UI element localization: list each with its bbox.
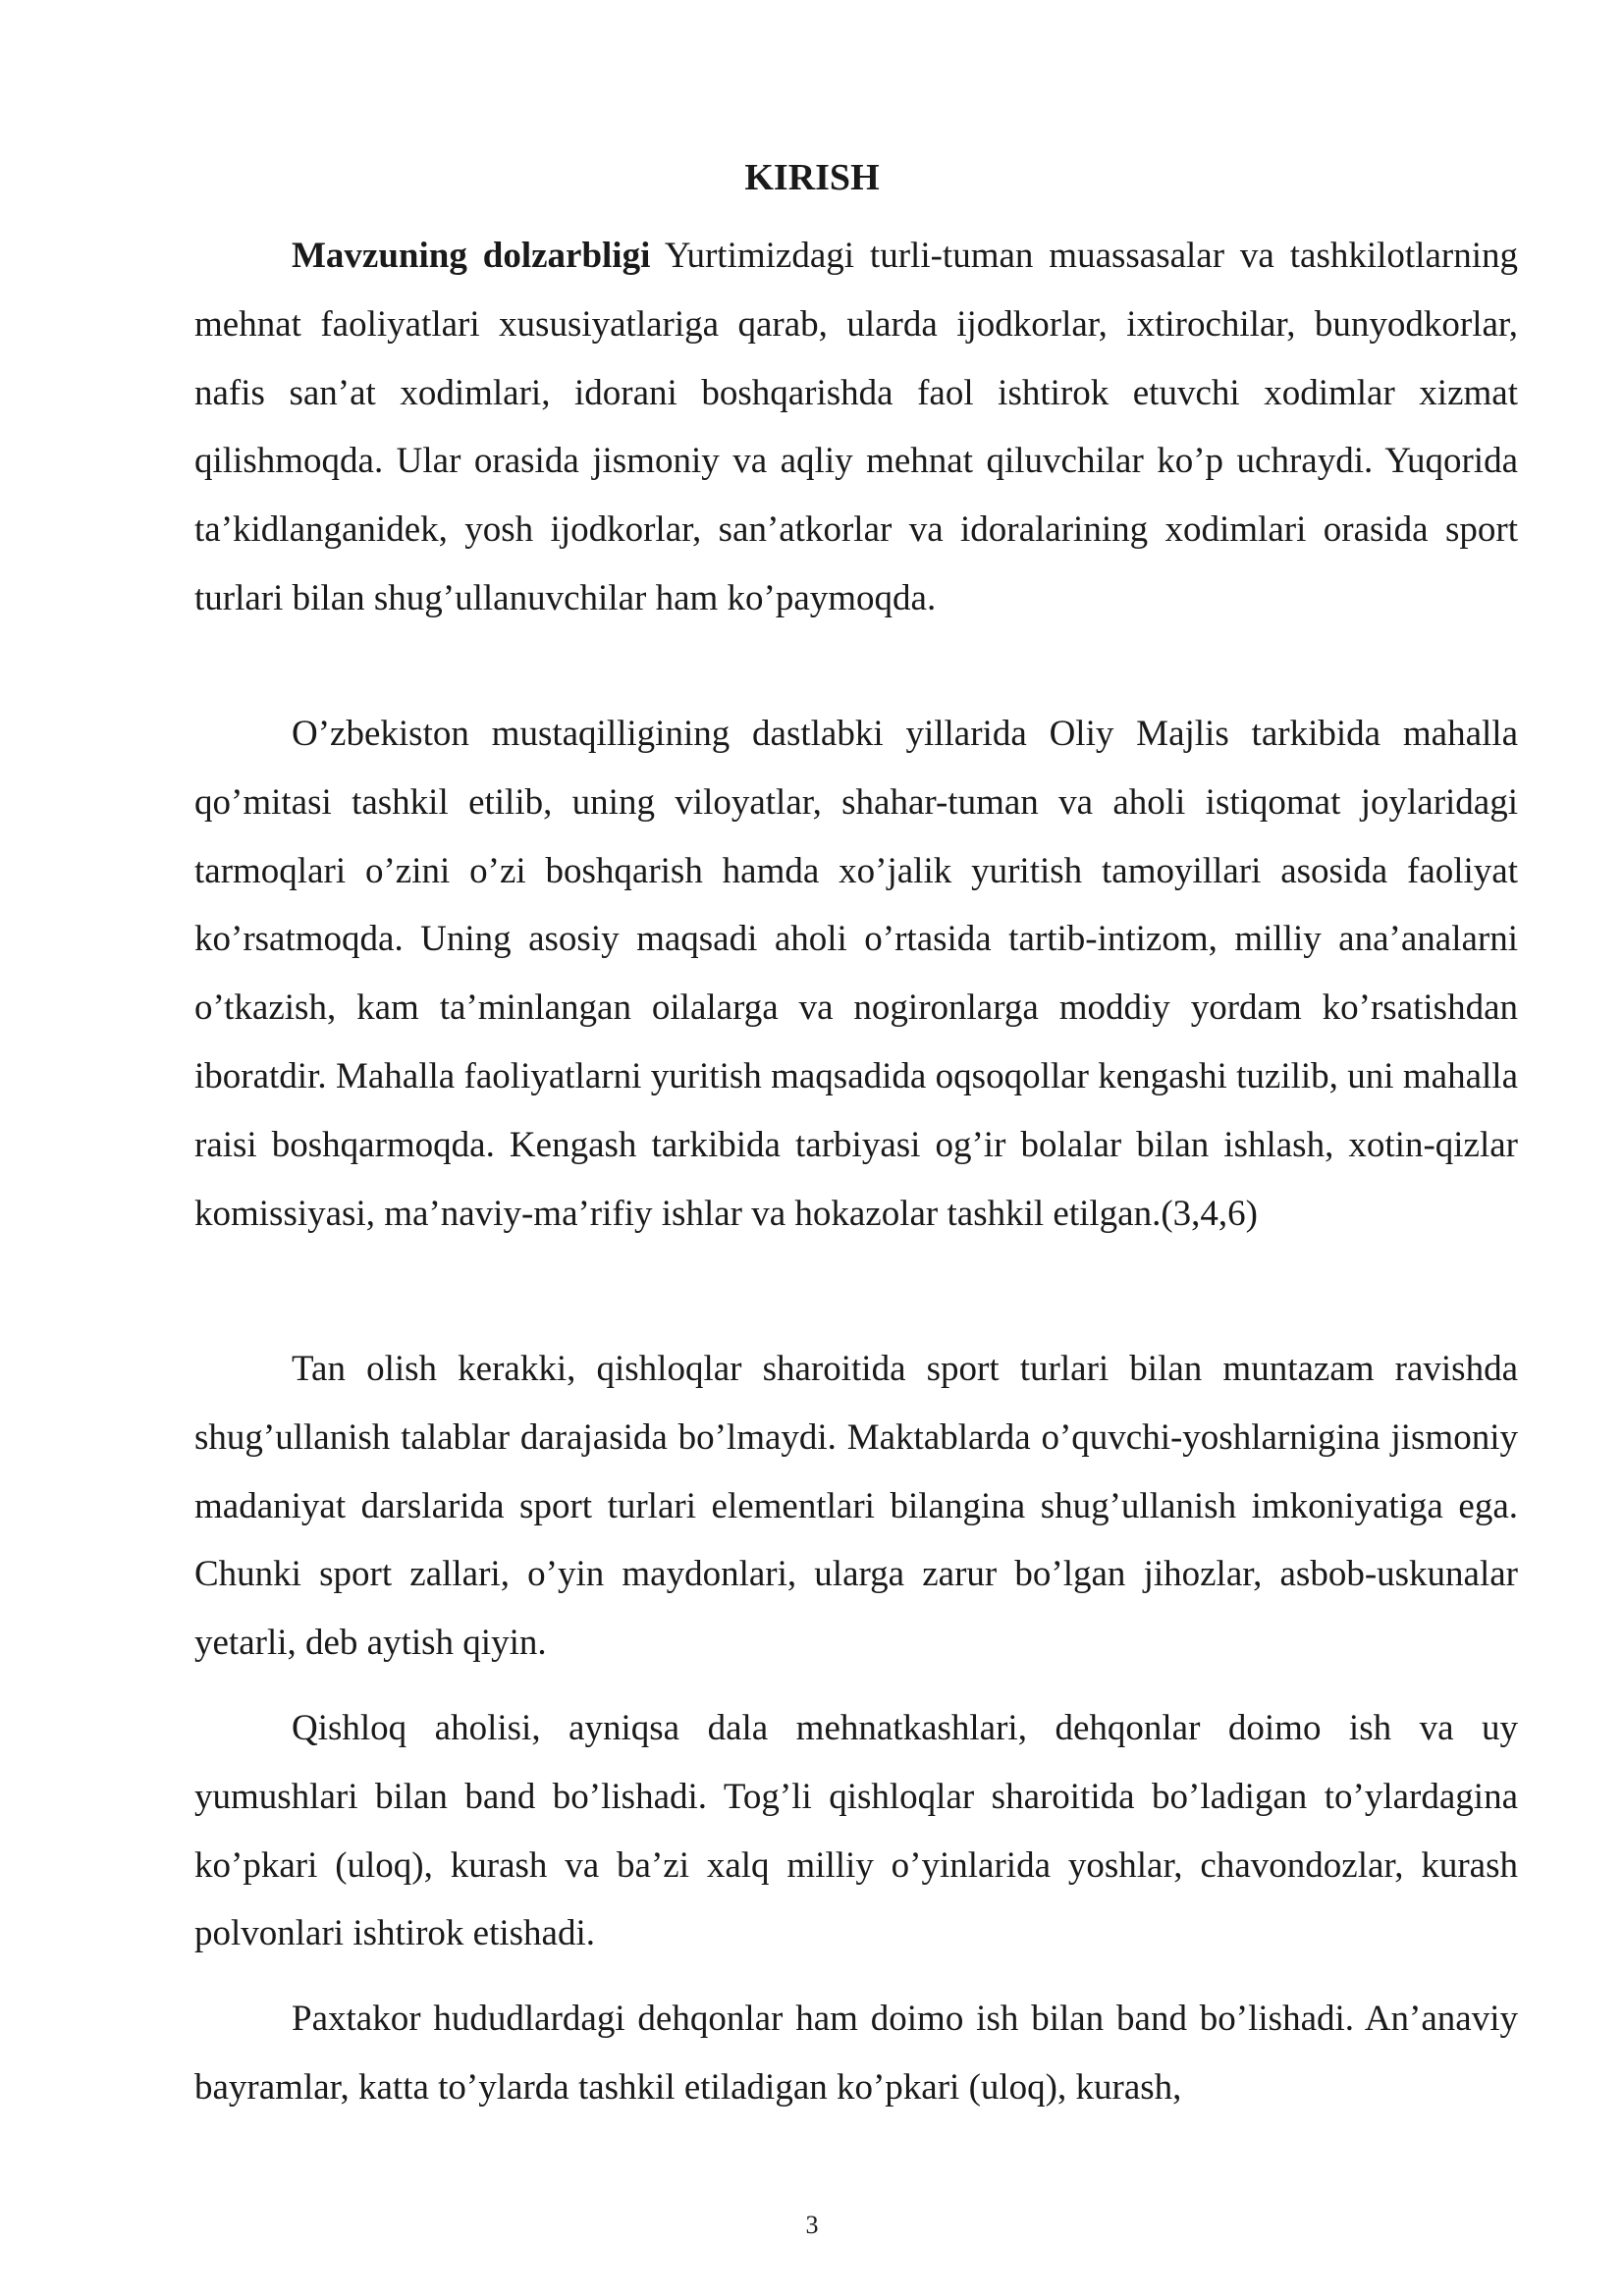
paragraph-5: Paxtakor hududlardagi dehqonlar ham doimo ish bilan band bo’lishadi. An’anaviy bayramlar, katta to’ylarda tashkil etiladigan ko’pkari (uloq), kurash, [194,1999,1518,2108]
paragraph-lead: Mavzuning dolzarbligi [292,236,651,276]
page-number: 3 [805,2211,819,2239]
paragraph-4: Qishloq aholisi, ayniqsa dala mehnatkashlari, dehqonlar doimo ish va uy yumushlari bilan band bo’lishadi. Tog’li qishloqlar sharoitida bo’ladigan to’ylardagina ko’pkari (uloq), kurash va ba’zi xalq milliy o’yinlarida yoshlar, chavondozlar, kurash polvonlari ishtirok etishadi. [194,1708,1518,1954]
paragraph-1 [194,222,1518,633]
paragraph-3: Tan olish kerakki, qishloqlar sharoitida sport turlari bilan muntazam ravishda shug’ullanish talablar darajasida bo’lmaydi. Maktablarda o’quvchi-yoshlarnigina jismoniy madaniyat darslarida sport turlari elementlari bilangina shug’ullanish imkoniyatiga ega. Chunki sport zallari, o’yin maydonlari, ularga zarur bo’lgan jihozlar, asbob-uskunalar yetarli, deb aytish qiyin. [194,1349,1518,1664]
paragraph-2: O’zbekiston mustaqilligining dastlabki yillarida Oliy Majlis tarkibida mahalla qo’mitasi tashkil etilib, uning viloyatlar, shahar-tuman va aholi istiqomat joylaridagi tarmoqlari o’zini o’zi boshqarish hamda xo’jalik yuritish tamoyillari asosida faoliyat ko’rsatmoqda. Uning asosiy maqsadi aholi o’rtasida tartib-intizom, milliy ana’analarni o’tkazish, kam ta’minlangan oilalarga va nogironlarga moddiy yordam ko’rsatishdan iboratdir. Mahalla faoliyatlarni yuritish maqsadida oqsoqollar kengashi tuzilib, uni mahalla raisi boshqarmoqda. Kengash tarkibida tarbiyasi og’ir bolalar bilan ishlash, xotin-qizlar komissiyasi, ma’naviy-ma’rifiy ishlar va hokazolar tashkil etilgan.(3,4,6) [194,714,1518,1234]
page-title: KIRISH [744,157,880,198]
paragraph-text: Yurtimizdagi turli-tuman muassasalar va tashkilotlarning mehnat faoliyatlari xususiyatlariga qarab, ularda ijodkorlar, ixtirochilar, bunyodkorlar, nafis san’at xodimlari, idorani boshqarishda faol ishtirok etuvchi xodimlar xizmat qilishmoqda. Ular orasida jismoniy va aqliy mehnat qiluvchilar ko’p uchraydi. Yuqorida ta’kidlanganidek, yosh ijodkorlar, san’atkorlar va idoralarining xodimlari orasida sport turlari bilan shug’ullanuvchilar ham ko’paymoqda. [194,236,1518,618]
